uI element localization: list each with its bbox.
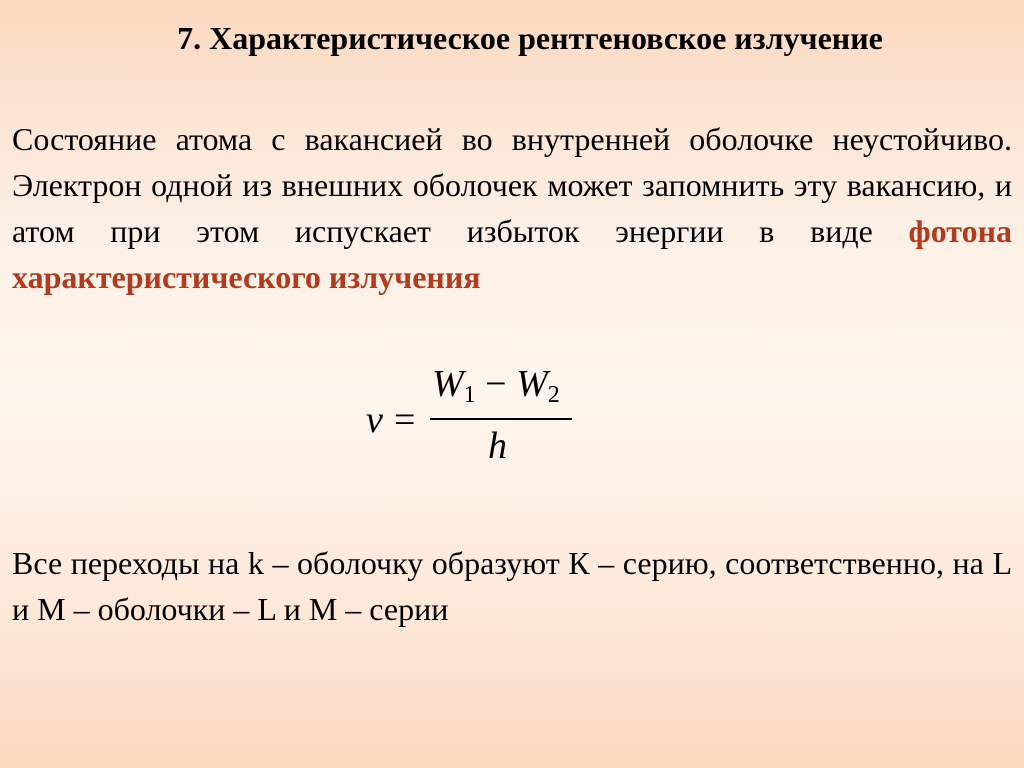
slide-title: 7. Характеристическое рентгеновское излучение <box>177 20 883 56</box>
photon-frequency-formula <box>360 362 600 472</box>
formula-denominator: h <box>488 425 507 467</box>
formula-sub1: 1 <box>463 382 476 408</box>
formula-minus: − <box>475 363 517 405</box>
formula-sub2: 2 <box>547 382 560 408</box>
formula-w1: W <box>432 363 464 405</box>
formula-lhs: ν <box>366 399 383 441</box>
paragraph-vacancy-text: Состояние атома с вакансией во внутренней оболочке неустойчиво. Электрон одной из внешних оболочек может запомнить эту вакансию, и атом при этом испускает избыток энергии в виде <box>12 121 1012 249</box>
formula-equals: = <box>394 399 416 441</box>
paragraph-series: Все переходы на k – оболочку образуют К – серию, соответственно, на L и M – оболочки – L и M – серии <box>12 545 1012 627</box>
formula-numerator <box>432 362 560 406</box>
paragraph-vacancy <box>12 116 1012 300</box>
formula-w2: W <box>516 363 548 405</box>
formula-fraction-bar <box>430 418 572 420</box>
highlighted-term: фотона характеристического излучения <box>12 213 1012 295</box>
